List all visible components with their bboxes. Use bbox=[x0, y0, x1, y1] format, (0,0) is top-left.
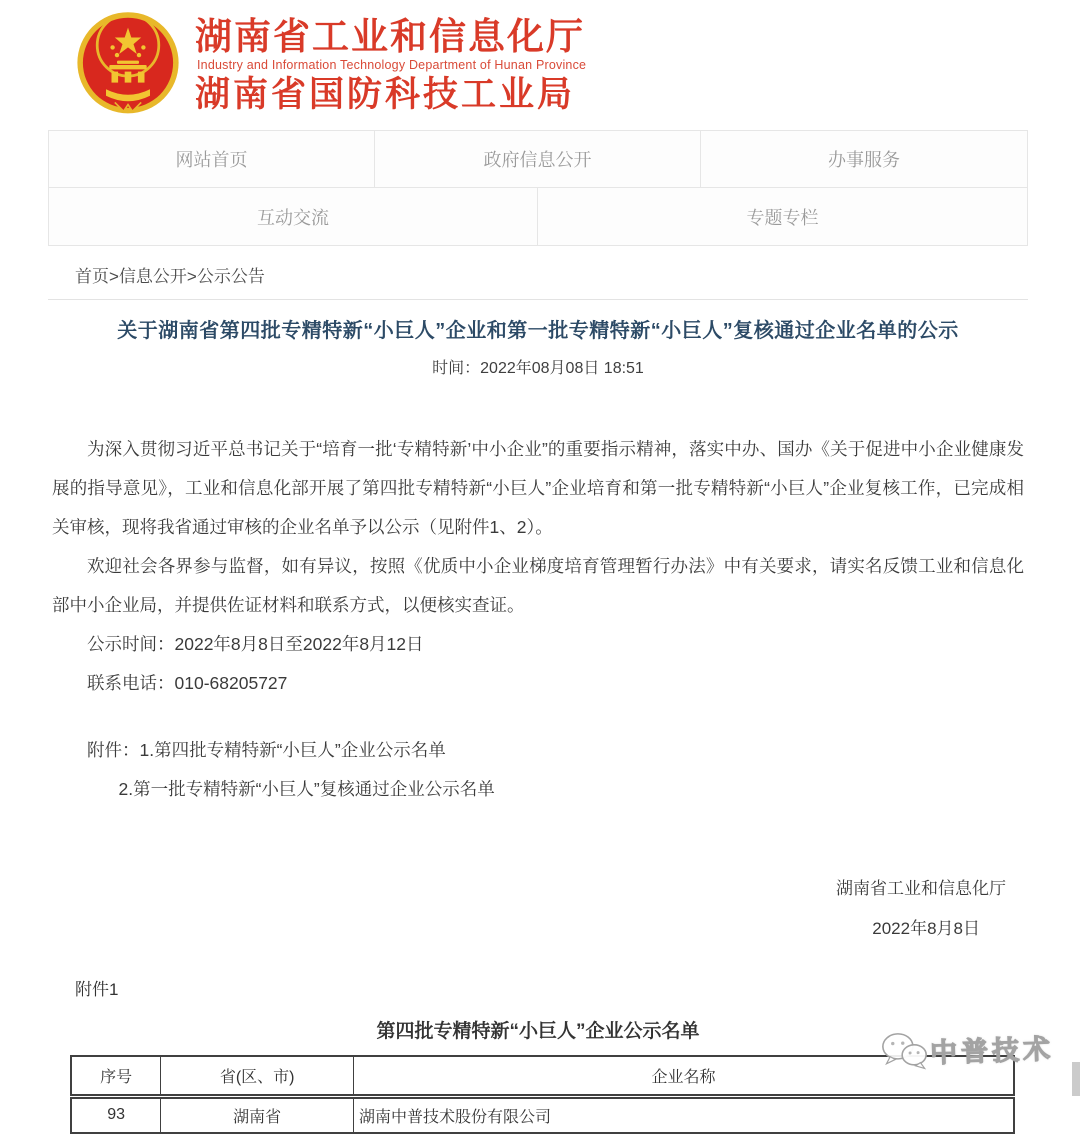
national-emblem-icon bbox=[73, 10, 183, 120]
nav-item-gov-info[interactable]: 政府信息公开 bbox=[375, 131, 701, 187]
nav-row-2 bbox=[49, 188, 1027, 245]
article-timestamp: 时间：2022年08月08日 18:51 bbox=[432, 360, 644, 377]
appendix-table-title: 第四批专精特新“小巨人”企业公示名单 bbox=[376, 1021, 700, 1042]
article-title: 关于湖南省第四批专精特新“小巨人”企业和第一批专精特新“小巨人”复核通过企业名单的公示 bbox=[117, 320, 959, 342]
org-name-cn-2: 湖南省国防科技工业局 bbox=[195, 75, 576, 115]
article-body bbox=[48, 430, 1028, 949]
appendix-label: 附件1 bbox=[75, 980, 119, 999]
breadcrumb[interactable]: 首页>信息公开>公示公告 bbox=[48, 246, 1028, 300]
attachments-label: 附件： bbox=[87, 740, 140, 760]
nav-item-services[interactable]: 办事服务 bbox=[828, 150, 900, 170]
nav-row-1 bbox=[49, 131, 1027, 188]
main-nav bbox=[48, 130, 1028, 246]
cell-company-name: 湖南中普技术股份有限公司 bbox=[358, 1108, 551, 1126]
org-title-block bbox=[195, 17, 586, 114]
contact-phone-line: 联系电话：010-68205727 bbox=[87, 673, 288, 693]
signature-date: 2022年8月8日 bbox=[872, 919, 980, 938]
article-paragraph-1: 为深入贯彻习近平总书记关于“培育一批‘专精特新’中小企业”的重要指示精神，落实中办、国办《关于促进中小企业健康发展的指导意见》，工业和信息化部开展了第四批专精特新“小巨人”企业培育和第一批专精特新“小巨人”企业复核工作，已完成相关审核，现将我省通过审核的企业名单予以公示（见附件1、2）。 bbox=[52, 439, 1024, 537]
watermark-text: 中普技术 bbox=[929, 1033, 1055, 1068]
nav-item-special-columns[interactable]: 专题专栏 bbox=[746, 207, 819, 228]
attachment-1-name: 1.第四批专精特新“小巨人”企业公示名单 bbox=[139, 740, 446, 760]
nav-item-interaction[interactable]: 互动交流 bbox=[49, 188, 538, 245]
cell-province: 湖南省 bbox=[161, 1096, 354, 1133]
site-header bbox=[48, 0, 1028, 130]
attachment-item-2 bbox=[52, 770, 1024, 809]
org-name-cn-1: 湖南省工业和信息化厅 bbox=[195, 15, 585, 57]
col-header-province: 省(区、市) bbox=[161, 1056, 354, 1096]
attachments-list bbox=[52, 731, 1024, 809]
article-paragraph-2: 欢迎社会各界参与监督，如有异议，按照《优质中小企业梯度培育管理暂行办法》中有关要求，请实名反馈工业和信息化部中小企业局，并提供佐证材料和联系方式，以便核实查证。 bbox=[52, 556, 1024, 615]
scrollbar-fragment[interactable] bbox=[1072, 1062, 1080, 1096]
attachment-2-name: 2.第一批专精特新“小巨人”复核通过企业公示名单 bbox=[118, 779, 495, 799]
cell-index: 93 bbox=[71, 1096, 161, 1133]
page-container bbox=[48, 0, 1028, 1134]
org-name-en: Industry and Information Technology Department of Hunan Province bbox=[197, 57, 587, 72]
company-roster-table bbox=[70, 1055, 1015, 1134]
attachment-item-1 bbox=[52, 731, 1024, 770]
col-header-company: 企业名称 bbox=[353, 1056, 1014, 1096]
col-header-index: 序号 bbox=[71, 1056, 161, 1096]
nav-item-home[interactable]: 网站首页 bbox=[49, 131, 375, 187]
table-header-row bbox=[71, 1056, 1014, 1096]
signature-org: 湖南省工业和信息化厅 bbox=[836, 879, 1006, 898]
signature-block bbox=[52, 869, 1024, 949]
table-row bbox=[71, 1096, 1014, 1133]
public-period-line: 公示时间：2022年8月8日至2022年8月12日 bbox=[87, 634, 424, 654]
